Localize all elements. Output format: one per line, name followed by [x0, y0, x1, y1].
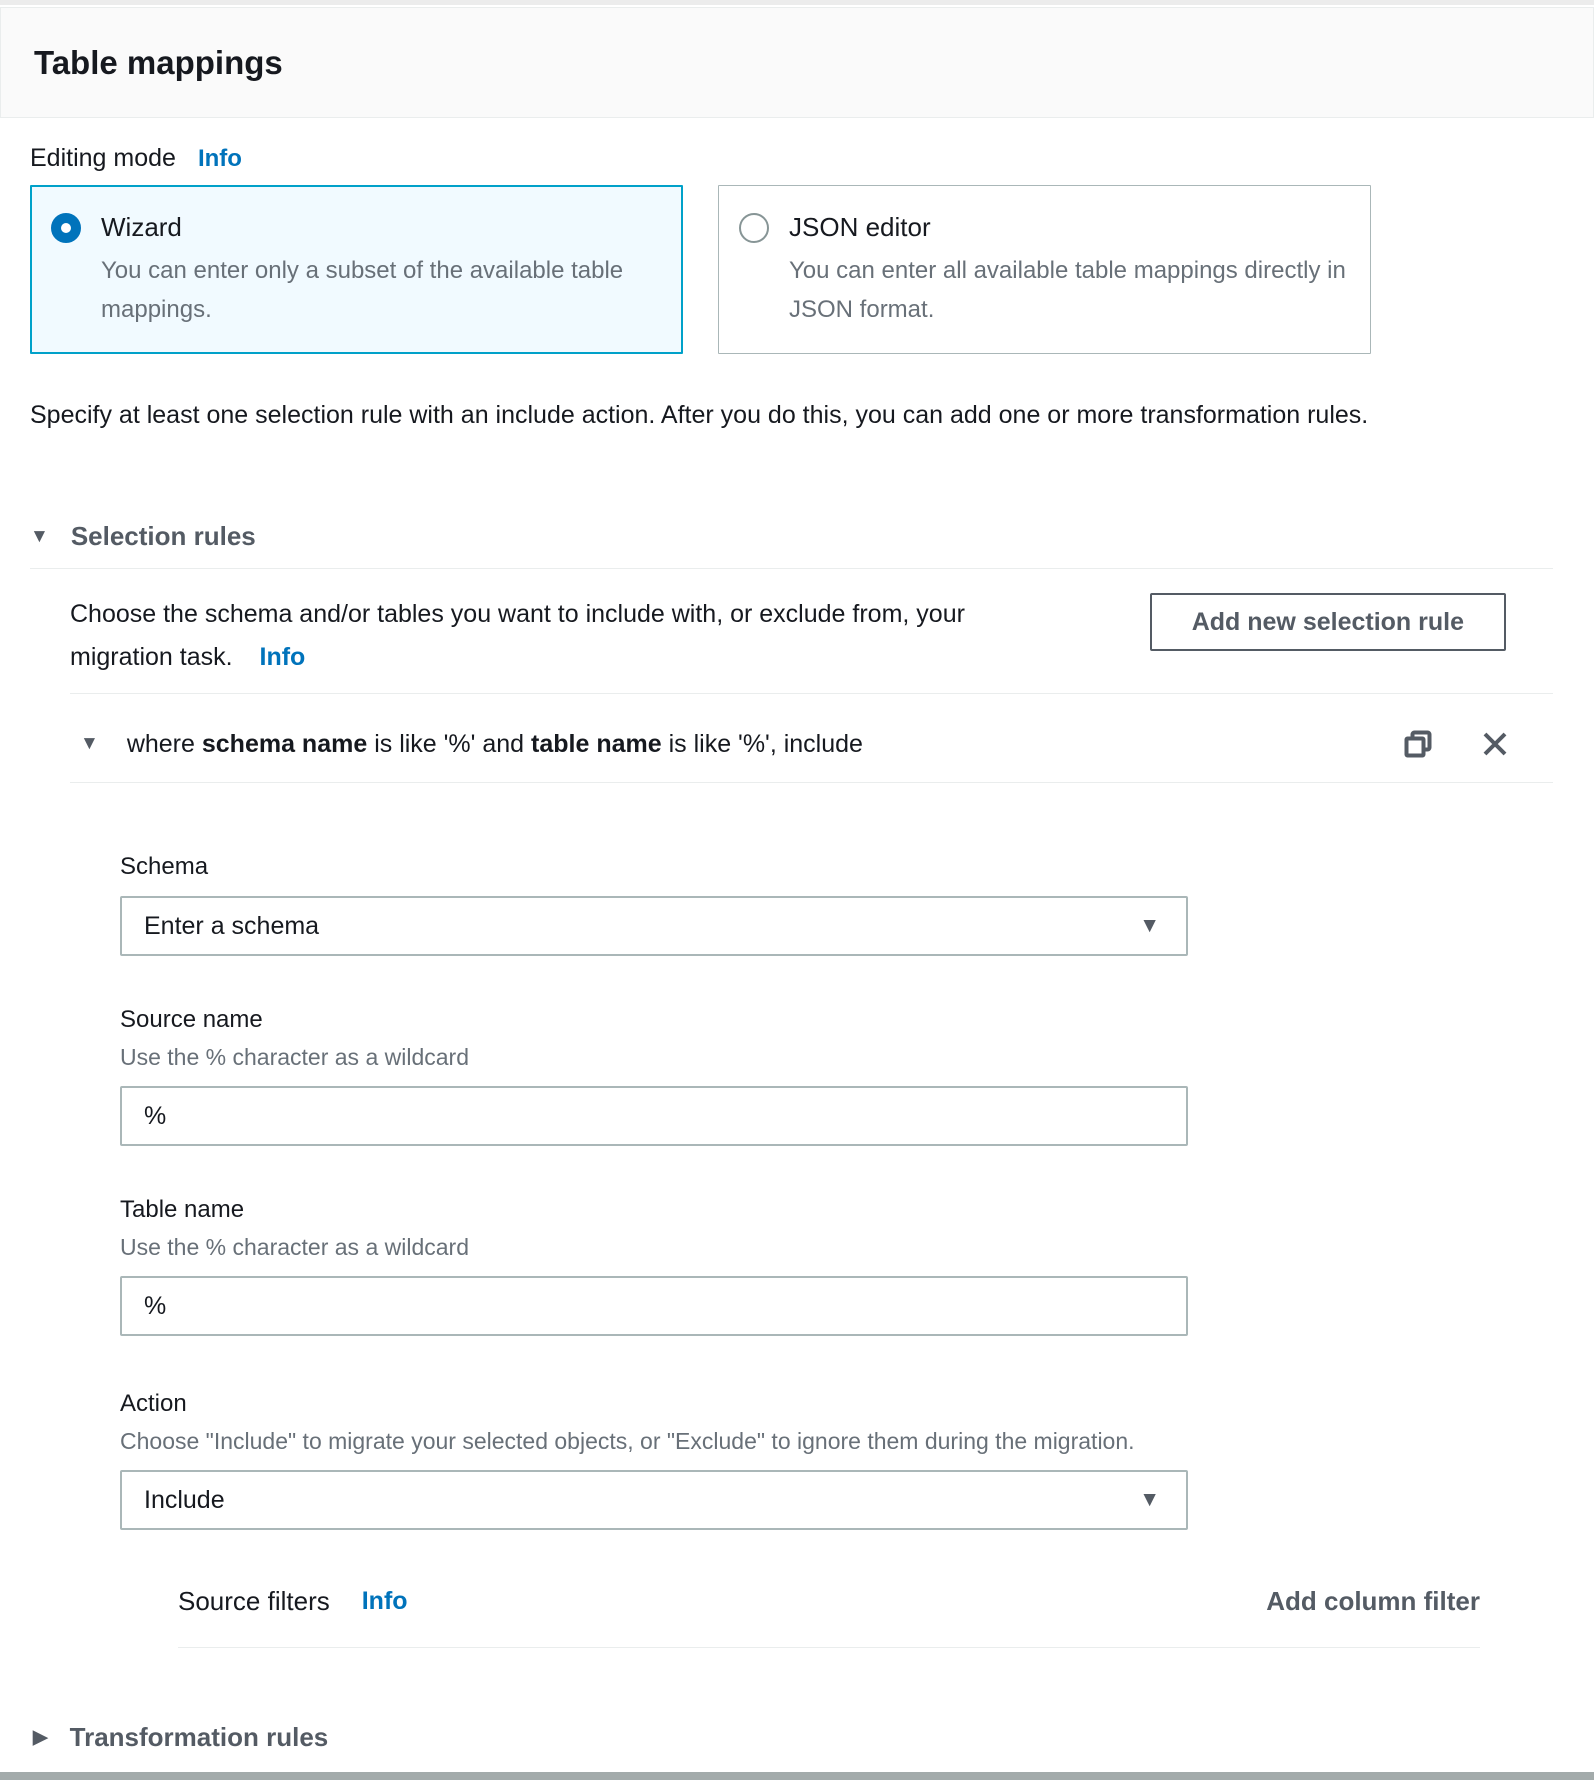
section-divider [30, 568, 1553, 569]
radio-selected-icon[interactable] [51, 213, 81, 243]
rule-top-divider [70, 693, 1553, 694]
table-name-field-hint: Use the % character as a wildcard [120, 1234, 469, 1260]
action-select-value: Include [144, 1485, 225, 1514]
source-filters-divider [178, 1647, 1480, 1648]
table-name-input[interactable] [120, 1276, 1188, 1336]
remove-rule-button[interactable] [1480, 729, 1510, 759]
editing-mode-options [30, 185, 1564, 354]
radio-unselected-icon[interactable] [739, 213, 769, 243]
selection-rules-description-row [70, 593, 1553, 679]
editing-mode-label: Editing mode [30, 144, 176, 172]
intro-text: Specify at least one selection rule with an include action. After you do this, you can add one or more transformation rules. [30, 401, 1369, 429]
top-edge-strip [0, 0, 1594, 5]
source-filters-info-link[interactable]: Info [361, 1587, 408, 1615]
schema-select[interactable] [120, 896, 1188, 956]
bottom-edge-strip [0, 1772, 1594, 1780]
rule-summary-row[interactable] [70, 728, 1553, 760]
json-editor-option-card[interactable] [718, 185, 1371, 354]
rule-summary-divider [70, 782, 1553, 783]
rule-summary-text: where schema name is like '%' and table name is like '%', include [126, 729, 863, 758]
panel-title: Table mappings [34, 43, 283, 81]
source-filters-label: Source filters [178, 1586, 330, 1616]
rule-actions [1402, 728, 1510, 760]
caret-down-icon: ▼ [80, 733, 99, 754]
source-filters-row [178, 1586, 1480, 1617]
json-editor-option-label: JSON editor [789, 212, 931, 242]
wizard-option-card[interactable] [30, 185, 683, 354]
wizard-option-label: Wizard [101, 212, 182, 242]
copy-icon [1402, 728, 1434, 760]
panel-header [0, 7, 1594, 118]
action-field-hint: Choose "Include" to migrate your selected objects, or "Exclude" to ignore them during the migration. [120, 1428, 1135, 1454]
add-new-selection-rule-button[interactable]: Add new selection rule [1150, 593, 1506, 651]
selection-rules-info-link[interactable]: Info [259, 643, 306, 671]
editing-mode-info-link[interactable]: Info [197, 145, 242, 172]
schema-field-label: Schema [120, 853, 209, 880]
chevron-down-icon: ▼ [1139, 914, 1160, 937]
chevron-down-icon: ▼ [1139, 1488, 1160, 1511]
selection-rules-description-text: Choose the schema and/or tables you want to include with, or exclude from, your migration task. [70, 600, 965, 671]
panel-body [0, 144, 1594, 1753]
caret-right-icon: ▶ [33, 1727, 48, 1748]
transformation-rules-title: Transformation rules [69, 1722, 329, 1752]
close-icon [1480, 729, 1510, 759]
selection-rules-description [70, 593, 980, 679]
duplicate-rule-button[interactable] [1402, 728, 1434, 760]
source-name-input[interactable] [120, 1086, 1188, 1146]
wizard-option-description: You can enter only a subset of the available table mappings. [101, 257, 624, 323]
table-name-field-label: Table name [120, 1196, 245, 1223]
caret-down-icon: ▼ [30, 525, 49, 547]
add-column-filter-button[interactable]: Add column filter [1266, 1586, 1480, 1616]
source-name-field-label: Source name [120, 1006, 263, 1033]
editing-mode-row [30, 144, 1564, 173]
rule-fields [120, 853, 1188, 1530]
selection-rules-section-header[interactable] [30, 521, 1564, 552]
source-name-field-hint: Use the % character as a wildcard [120, 1044, 469, 1070]
schema-select-value: Enter a schema [144, 911, 320, 940]
json-editor-option-description: You can enter all available table mappings directly in JSON format. [789, 257, 1346, 323]
transformation-rules-section-header[interactable] [33, 1722, 1564, 1753]
selection-rules-title: Selection rules [70, 521, 256, 551]
selection-rules-section [70, 593, 1553, 1648]
action-field-label: Action [120, 1390, 187, 1417]
action-select[interactable] [120, 1470, 1188, 1530]
